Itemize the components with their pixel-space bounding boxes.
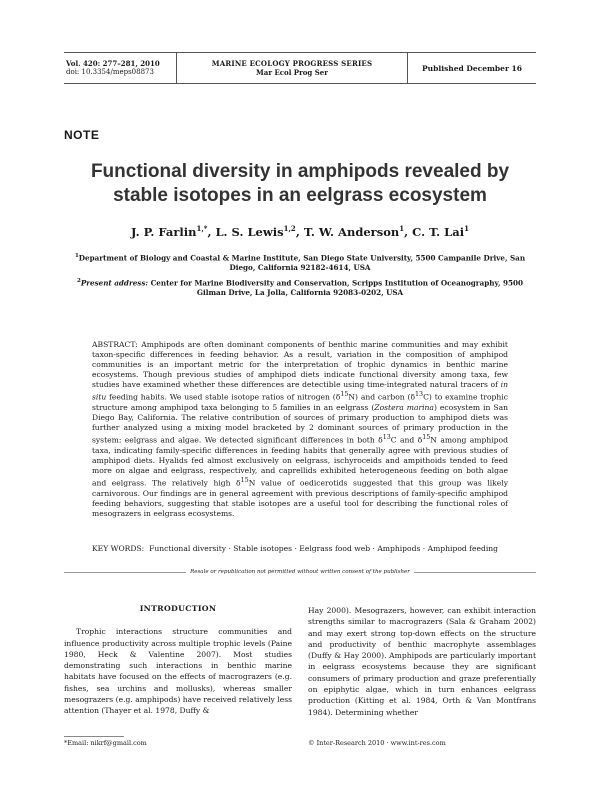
abstract-text: C and δ xyxy=(390,435,423,445)
isotope-sup: 13 xyxy=(382,434,391,442)
keywords-label: KEY WORDS: xyxy=(92,544,145,553)
rights-notice xyxy=(64,569,536,575)
article-title xyxy=(64,160,536,208)
affiliation-text: Department of Biology and Coastal & Marine Institute, San Diego State University, 5500 Campanile Drive, San Diego, California 92182-4614, USA xyxy=(78,253,526,272)
journal-name: MARINE ECOLOGY PROGRESS SERIES xyxy=(211,59,373,68)
journal-header xyxy=(64,52,536,84)
keywords xyxy=(92,544,508,554)
author-sup: 1,2 xyxy=(283,224,296,233)
isotope-sup: 15 xyxy=(422,434,431,442)
column-right xyxy=(308,605,536,718)
affiliation-1 xyxy=(74,252,526,272)
author-name: T. W. Anderson xyxy=(303,224,400,239)
abstract-text: N) and carbon (δ xyxy=(348,393,416,402)
header-journal xyxy=(176,53,408,83)
affiliation-text: Center for Marine Biodiversity and Conservation, Scripps Institution of Oceanography, 9500 Gilman Drive, La Jolla, California 92083-0202, USA xyxy=(150,278,523,297)
author-list: J. P. Farlin$^{1,*}$, L. S. Lewis$^{1,2}$, T. W. Anderson$^1$, C. T. Lai$^1$ xyxy=(131,224,469,239)
abstract-text: N among amphipod taxa, indicating family-specific differences in feeding habits that generally agree with previous studies of amphipod diets. Hyalids fed almost exclusively on eelgrass, ischyroceids and ampithoids tended to feed more on algae and eelgrass, respectively, and caprellids exhibited heterogeneous feeding on both algae and eelgrass. The relatively high δ xyxy=(92,435,508,488)
journal-abbrev: Mar Ecol Prog Ser xyxy=(256,68,328,77)
author-name: L. S. Lewis xyxy=(215,224,284,239)
affiliation-2 xyxy=(74,277,526,297)
doi: doi: 10.3354/meps08873 xyxy=(66,68,154,76)
abstract-italic: in situ xyxy=(92,380,508,402)
keywords-text: Functional diversity · Stable isotopes · Eelgrass food web · Amphipods · Amphipod feeding xyxy=(149,544,499,553)
present-address-label: Present address: xyxy=(80,278,149,288)
author-name: C. T. Lai xyxy=(412,224,465,239)
abstract-text: Amphipods are often dominant components of benthic marine communities and may exhibit taxon-specific differences in feeding behavior. As a result, variation in the composition of amphipod communities is an important metric for the interpretation of trophic dynamics in benthic marine ecosystems. Though previous studies of amphipod diets indicate functional diversity among taxa, few studies have examined whether these differences are detectible using time-integrated natural tracers of xyxy=(92,340,508,390)
intro-paragraph: Trophic interactions structure communities and influence productivity across multiple trophic levels (Paine 1980, Heck & Valentine 2007). Most studies demonstrating such interactions in benthic marine habitats have focused on the effects of macrograzers (e.g. fishes, sea urchins and mollusks), whereas smaller mesograzers (e.g. amphipods) have received relatively less attention (Thayer et al. 1978, Duffy & xyxy=(64,627,292,716)
column-left xyxy=(64,603,292,717)
abstract xyxy=(92,340,508,519)
abstract-text: N value of oedicerotids suggested that this group was likely carnivorous. Our findings are in general agreement with previous descriptions of family-specific amphipod feeding behaviors, suggesting that stable isotopes are a useful tool for describing the functional roles of mesograzers in eelgrass ecosystems. xyxy=(92,478,508,519)
title-line-2: stable isotopes in an eelgrass ecosystem xyxy=(113,185,487,206)
rights-notice-text: Resale or republication not permitted without written consent of the publisher xyxy=(186,569,414,575)
affiliation-sup: 2 xyxy=(76,278,81,284)
affiliation-sup: 1 xyxy=(74,253,79,259)
corresponding-email: *Email: nikrf@gmail.com xyxy=(64,739,147,747)
abstract-text: ) ecosystem in San Diego Bay, California. The relative contribution of sources of primary production to amphipod diets was further analyzed using a mixing model bracketed by 2 dominant sources of primary production in the system: eelgrass and algae. We detected significant differences in both δ xyxy=(92,403,508,445)
header-citation xyxy=(64,59,176,77)
note-label: NOTE xyxy=(64,128,100,142)
author-name: J. P. Farlin xyxy=(131,224,197,239)
species-name: Zostera marina xyxy=(374,403,434,413)
title-line-1: Functional diversity in amphipods revealed by xyxy=(90,161,510,182)
author-sup: 1,* xyxy=(196,224,208,233)
footnote-divider xyxy=(64,736,124,737)
isotope-sup: 15 xyxy=(340,391,349,399)
intro-paragraph-cont: Hay 2000). Mesograzers, however, can exhibit interaction strengths similar to macrograzers (Sala & Graham 2002) and may exert strong top-down effects on the structure and productivity of benthic macrophyte assemblages (Duffy & Hay 2000). Amphipods are particularly important in eelgrass ecosystems because they are significant consumers of primary production and graze preferentially on epiphytic algae, which in turn enhances eelgrass production (Kitting et al. 1984, Orth & Van Montfrans 1984). Determining whether xyxy=(308,606,536,717)
author-sup: 1 xyxy=(399,224,405,233)
isotope-sup: 15 xyxy=(240,477,249,485)
author-sup: 1 xyxy=(464,224,469,233)
published-date: Published December 16 xyxy=(422,63,522,73)
abstract-label: ABSTRACT: xyxy=(92,340,138,349)
abstract-text: feeding habits. We used stable isotope ratios of nitrogen (δ xyxy=(109,393,341,402)
volume-info: Vol. 420: 277–281, 2010 xyxy=(66,59,160,68)
isotope-sup: 13 xyxy=(415,391,424,399)
section-heading: INTRODUCTION xyxy=(139,604,217,613)
abstract-text: C) to examine trophic structure among amphipod taxa belonging to 5 families in an eelgrass ( xyxy=(92,393,508,413)
copyright: © Inter-Research 2010 · www.int-res.com xyxy=(308,739,446,747)
